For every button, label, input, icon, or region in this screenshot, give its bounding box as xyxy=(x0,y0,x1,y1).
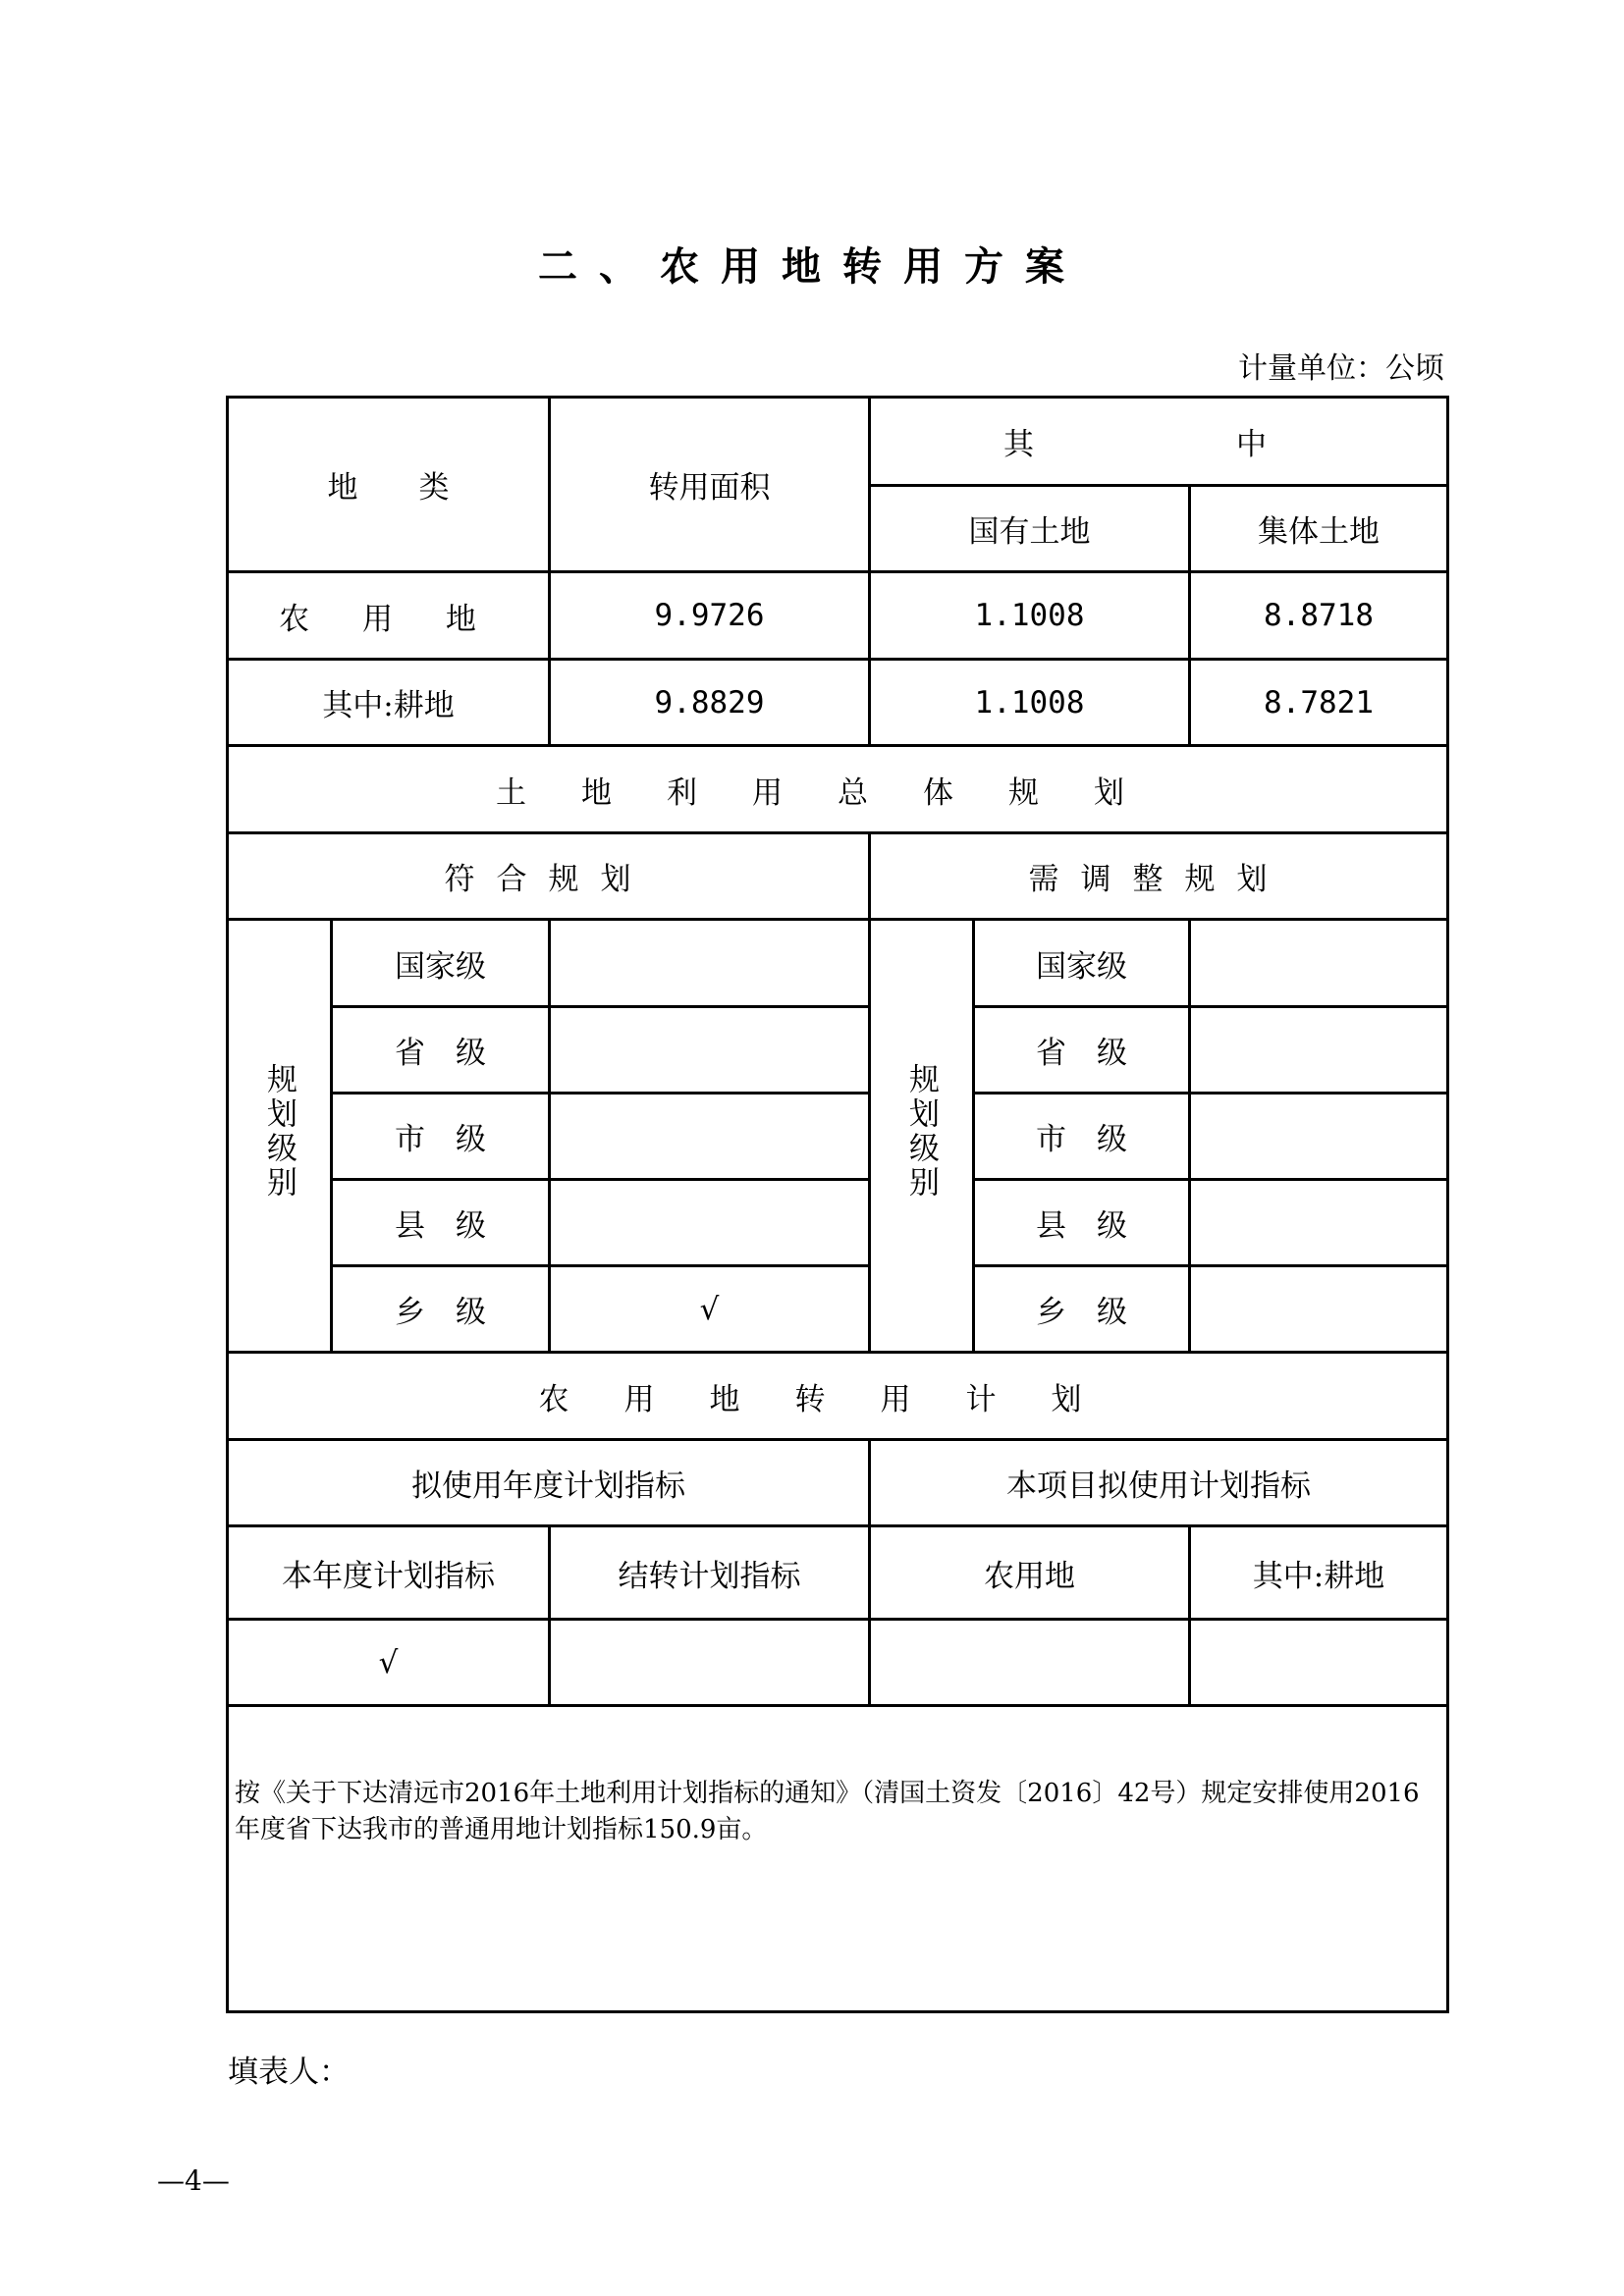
conform-mark xyxy=(550,1180,870,1266)
table-row xyxy=(228,920,1448,1007)
sub-value xyxy=(1190,1620,1448,1706)
row-label: 农 用 地 xyxy=(228,572,550,660)
level-label: 国家级 xyxy=(974,920,1190,1007)
level-label: 国家级 xyxy=(332,920,550,1007)
page-number: —4— xyxy=(157,2164,230,2197)
level-label: 乡 级 xyxy=(974,1266,1190,1353)
level-label: 省 级 xyxy=(332,1007,550,1094)
conform-mark xyxy=(550,1094,870,1180)
page-title: 二、农用地转用方案 xyxy=(538,244,1086,290)
table-row xyxy=(228,1620,1448,1706)
level-label: 乡 级 xyxy=(332,1266,550,1353)
header-collective: 集体土地 xyxy=(1190,486,1448,572)
table-row xyxy=(228,572,1448,660)
land-conversion-table xyxy=(226,396,1449,2013)
header-of-which: 其 中 xyxy=(870,398,1448,486)
row-area: 9.8829 xyxy=(550,660,870,746)
plan-level-label: 规划级别 xyxy=(228,920,332,1353)
filler-label: 填表人： xyxy=(228,2055,350,2090)
conform-plan-heading: 符合规划 xyxy=(228,833,870,920)
adjust-mark xyxy=(1190,920,1448,1007)
header-state-owned: 国有土地 xyxy=(870,486,1190,572)
sub-value xyxy=(870,1620,1190,1706)
sub-header: 结转计划指标 xyxy=(550,1526,870,1620)
header-land-type: 地 类 xyxy=(228,398,550,572)
table-row xyxy=(228,660,1448,746)
adjust-mark xyxy=(1190,1094,1448,1180)
level-label: 县 级 xyxy=(974,1180,1190,1266)
row-label: 其中:耕地 xyxy=(228,660,550,746)
adjust-mark xyxy=(1190,1266,1448,1353)
row-state: 1.1008 xyxy=(870,660,1190,746)
plan-level-label: 规划级别 xyxy=(870,920,974,1353)
overall-plan-heading: 土地利用总体规划 xyxy=(228,746,1448,833)
conversion-plan-heading: 农用地转用计划 xyxy=(228,1353,1448,1440)
header-area: 转用面积 xyxy=(550,398,870,572)
table-row xyxy=(228,1007,1448,1094)
adjust-plan-heading: 需调整规划 xyxy=(870,833,1448,920)
table-row xyxy=(228,1180,1448,1266)
level-label: 县 级 xyxy=(332,1180,550,1266)
row-collective: 8.7821 xyxy=(1190,660,1448,746)
level-label: 市 级 xyxy=(974,1094,1190,1180)
note-text: 按《关于下达清远市2016年土地利用计划指标的通知》（清国土资发〔2016〕42号）规定安排使用2016年度省下达我市的普通用地计划指标150.9亩。 xyxy=(228,1706,1448,2012)
level-label: 省 级 xyxy=(974,1007,1190,1094)
annual-indicator-heading: 拟使用年度计划指标 xyxy=(228,1440,870,1526)
conform-mark xyxy=(550,1007,870,1094)
table-row xyxy=(228,1094,1448,1180)
adjust-mark xyxy=(1190,1007,1448,1094)
row-area: 9.9726 xyxy=(550,572,870,660)
adjust-mark xyxy=(1190,1180,1448,1266)
unit-label: 计量单位：公顷 xyxy=(1238,351,1444,386)
row-collective: 8.8718 xyxy=(1190,572,1448,660)
level-label: 市 级 xyxy=(332,1094,550,1180)
conform-mark xyxy=(550,920,870,1007)
sub-value: √ xyxy=(228,1620,550,1706)
sub-header: 本年度计划指标 xyxy=(228,1526,550,1620)
sub-header: 农用地 xyxy=(870,1526,1190,1620)
sub-value xyxy=(550,1620,870,1706)
row-state: 1.1008 xyxy=(870,572,1190,660)
table-row xyxy=(228,1266,1448,1353)
sub-header: 其中:耕地 xyxy=(1190,1526,1448,1620)
conform-mark: √ xyxy=(550,1266,870,1353)
project-indicator-heading: 本项目拟使用计划指标 xyxy=(870,1440,1448,1526)
